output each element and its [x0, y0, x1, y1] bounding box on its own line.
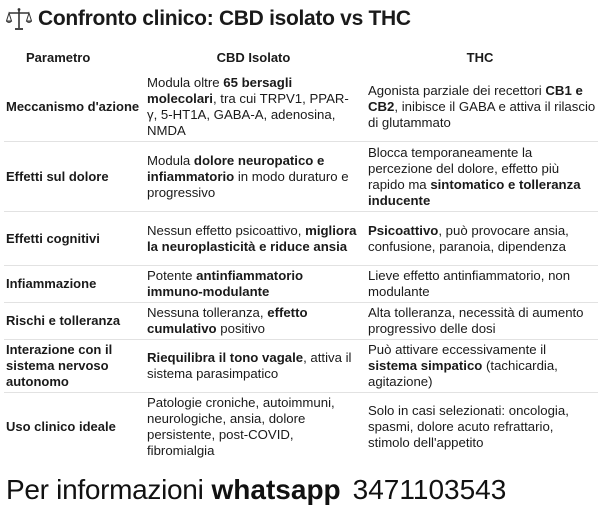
bold-text-segment: sistema simpatico: [368, 358, 483, 373]
bold-text-segment: 65 bersagli molecolari: [147, 75, 293, 106]
text-segment: Blocca temporaneamente la percezione del dolore, effetto più rapido ma: [368, 144, 560, 192]
thc-cell: [362, 73, 598, 142]
footer-lead-text: Per informazioni: [6, 474, 204, 505]
page-title-bar: [6, 4, 411, 34]
table-header: [4, 46, 598, 73]
page-title: Confronto clinico: CBD isolato vs THC: [38, 7, 411, 30]
text-segment: Nessuna tolleranza,: [147, 305, 268, 320]
table-row: [4, 73, 598, 142]
row-parameter: Effetti cognitivi: [4, 212, 145, 266]
bold-text-segment: dolore neuropatico e infiammatorio: [147, 152, 325, 184]
bold-text-segment: effetto cumulativo: [147, 305, 308, 336]
bold-text-segment: Riequilibra il tono vagale: [147, 350, 304, 365]
bold-text-segment: Psicoattivo: [368, 222, 439, 238]
row-parameter: Infiammazione: [4, 266, 145, 303]
thc-cell: [362, 266, 598, 303]
text-segment: , attiva il sistema parasimpatico: [147, 350, 352, 381]
footer-whatsapp-label: whatsapp: [211, 474, 341, 505]
table-row: [4, 266, 598, 303]
text-segment: Potente: [147, 268, 197, 283]
table-row: [4, 340, 598, 393]
text-segment: Nessun effetto psicoattivo,: [147, 222, 306, 238]
comparison-table: [4, 46, 598, 461]
text-segment: Alta tolleranza, necessità di aumento progressivo delle dosi: [368, 305, 584, 336]
text-segment: Modula: [147, 152, 194, 168]
bold-text-segment: sintomatico e tolleranza inducente: [368, 176, 581, 208]
text-segment: (tachicardia, agitazione): [368, 358, 558, 389]
text-segment: Modula oltre: [147, 75, 224, 90]
table-body: [4, 73, 598, 461]
cbd-cell: [145, 303, 362, 340]
row-parameter: Meccanismo d'azione: [6, 99, 140, 114]
thc-cell: [362, 212, 598, 266]
row-parameter: Interazione con il sistema nervoso autonomo: [4, 340, 145, 393]
cbd-cell: [145, 340, 362, 393]
text-segment: , inibisce il GABA e attiva il rilascio di glutammato: [368, 99, 596, 130]
row-parameter: Uso clinico ideale: [4, 393, 145, 462]
cbd-cell: [145, 73, 362, 142]
footer-phone-number: 3471103543: [352, 474, 507, 505]
cbd-cell: [145, 393, 362, 462]
text-segment: in modo duraturo e progressivo: [147, 168, 349, 200]
contact-footer: [6, 474, 506, 510]
text-segment: positivo: [216, 321, 266, 336]
cbd-cell: [145, 142, 362, 212]
text-segment: , tra cui TRPV1, PPAR-γ, 5-HT1A, GABA-A, adenosina, NMDA: [147, 91, 349, 138]
text-segment: Lieve effetto antinfiammatorio, non modulante: [368, 268, 571, 299]
text-segment: , può provocare ansia, confusione, paranoia, dipendenza: [368, 222, 569, 254]
column-header-thc: THC: [466, 50, 494, 65]
bold-text-segment: migliora la neuroplasticità e riduce ansia: [147, 222, 357, 254]
thc-cell: [362, 303, 598, 340]
row-parameter: Rischi e tolleranza: [4, 303, 145, 340]
column-header-cbd: CBD Isolato: [216, 50, 291, 65]
balance-scale-icon: [6, 7, 32, 31]
table-row: [4, 393, 598, 462]
text-segment: Solo in casi selezionati: oncologia, spasmi, dolore acuto refrattario, stimolo dell'appetito: [368, 403, 569, 450]
row-parameter: Effetti sul dolore: [4, 142, 145, 212]
bold-text-segment: antinfiammatorio immuno-modulante: [147, 268, 304, 299]
table-row: [4, 142, 598, 212]
text-segment: Patologie croniche, autoimmuni, neurologiche, ansia, dolore persistente, post-COVID, fibromialgia: [147, 395, 335, 458]
thc-cell: [362, 340, 598, 393]
thc-cell: [362, 142, 598, 212]
table-row: [4, 212, 598, 266]
cbd-cell: [145, 212, 362, 266]
column-header-parametro: Parametro: [26, 50, 91, 65]
text-segment: Può attivare eccessivamente il: [368, 342, 547, 357]
table-row: [4, 303, 598, 340]
thc-cell: [362, 393, 598, 462]
cbd-cell: [145, 266, 362, 303]
bold-text-segment: CB1 e CB2: [368, 83, 583, 114]
text-segment: Agonista parziale dei recettori: [368, 83, 546, 98]
